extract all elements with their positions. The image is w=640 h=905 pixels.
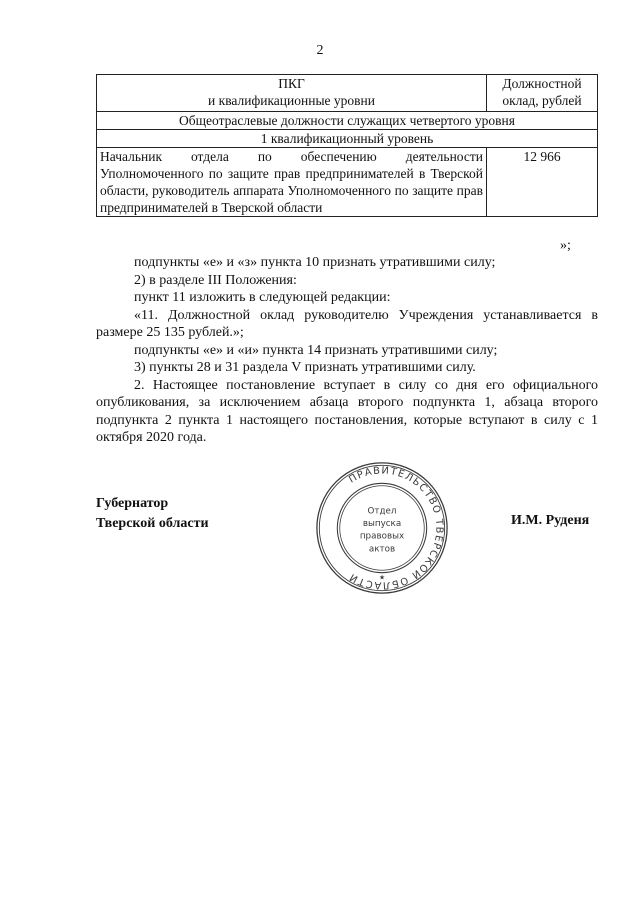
position-cell: Начальник отдела по обеспечению деятельности Уполномоченного по защите прав предпринимателей в Тверской области, руководитель аппарата Уполномоченного по защите прав предпринимателей в Тверской области — [97, 148, 487, 217]
stamp-line-2: выпуска — [362, 519, 402, 530]
stamp-star-icon: ★ — [378, 573, 386, 582]
header-salary-line2: оклад, рублей — [502, 93, 582, 108]
stamp-ring-text: ПРАВИТЕЛЬСТВО ТВЕРСКОЙ ОБЛАСТИ — [347, 465, 445, 591]
level-cell: 1 квалификационный уровень — [97, 130, 598, 148]
header-salary-cell — [487, 75, 598, 112]
table-group-row — [97, 112, 598, 130]
paragraph: подпункты «е» и «и» пункта 14 признать утратившими силу; — [134, 342, 498, 358]
paragraph: подпункты «е» и «з» пункта 10 признать утратившими силу; — [134, 255, 496, 270]
header-salary-line1: Должностной — [502, 76, 582, 91]
stamp-line-4: актов — [368, 544, 396, 555]
header-pkg-line1: ПКГ — [278, 76, 305, 91]
table-level-row — [97, 130, 598, 148]
signatory-title — [96, 494, 209, 534]
group-cell: Общеотраслевые должности служащих четвертого уровня — [97, 112, 598, 130]
paragraph: пункт 11 изложить в следующей редакции: — [134, 290, 391, 305]
salary-cell: 12 966 — [487, 148, 598, 217]
header-pkg-line2: и квалификационные уровни — [208, 93, 375, 108]
signatory-name: И.М. Руденя — [511, 513, 590, 528]
table-header-row — [97, 75, 598, 112]
paragraph: 2) в разделе III Положения: — [134, 272, 297, 288]
stamp-line-1: Отдел — [367, 506, 397, 517]
header-pkg-cell — [97, 75, 487, 112]
paragraph: 2. Настоящее постановление вступает в силу со дня его официального опубликования, за исключением абзаца второго подпункта 1, абзаца второго подпункта 2 пункта 1 настоящего постановления, которые вступают в силу с 1 октября 2020 года. — [96, 377, 598, 445]
paragraph: 3) пункты 28 и 31 раздела V признать утратившими силу. — [134, 360, 476, 375]
table-row — [97, 148, 598, 217]
official-stamp — [314, 460, 450, 596]
paragraph: «11. Должностной оклад руководителю Учреждения устанавливается в размере 25 135 рублей.»; — [96, 307, 598, 340]
closing-quote: »; — [560, 238, 571, 253]
page-number: 2 — [316, 43, 324, 58]
signatory-title-line2: Тверской области — [96, 516, 209, 531]
stamp-line-3: правовых — [359, 531, 405, 542]
pkg-table — [96, 74, 598, 217]
signatory-title-line1: Губернатор — [96, 496, 169, 511]
body-text — [96, 254, 598, 447]
